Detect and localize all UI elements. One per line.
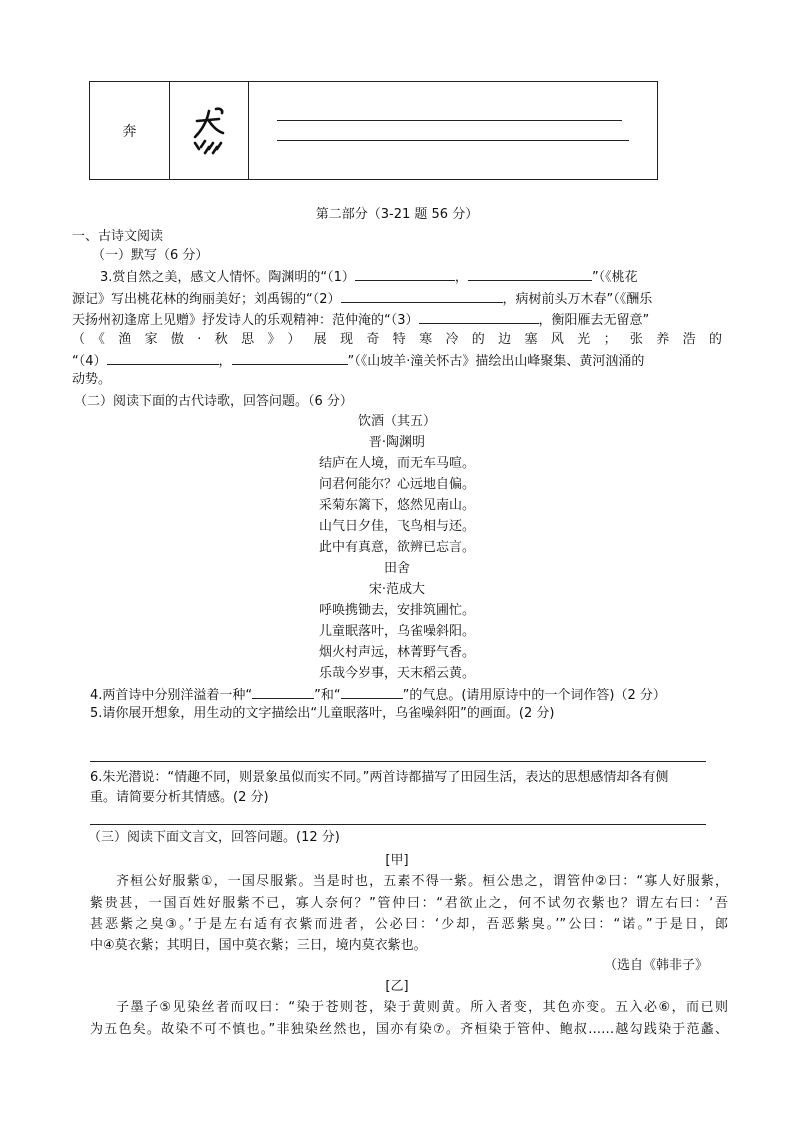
table-cell-character [90, 82, 170, 179]
modern-character: 奔 [122, 123, 137, 140]
answer-line [277, 140, 629, 141]
answer-line [90, 761, 706, 762]
fill-blank[interactable] [341, 289, 503, 303]
fill-blank[interactable] [107, 351, 219, 365]
fill-blank[interactable] [252, 685, 314, 699]
character-table [89, 81, 658, 180]
passage-source: （选自《韩非子》 [604, 958, 709, 973]
question-3-line: “（4） ， ”（《山坡羊·潼关怀古》描绘出山峰聚集、黄河汹涌的 [72, 351, 644, 371]
poem-line: 此中有真意，欲辨已忘言。 [318, 540, 475, 555]
passage-line: 齐桓公好服紫①，一国尽服紫。当是时也，五素不得一紫。桓公患之，谓管仲②曰：“寡人好服紫， [116, 874, 728, 889]
poem-line: 采菊东篱下，悠然见南山。 [318, 498, 475, 513]
passage-line: 甚恶紫之臭③。’于是左右适有衣紫而进者，公必曰：‘少却，吾恶紫臭。’”公曰：“诺。”于是日，郎 [90, 917, 728, 932]
passage-line: 子墨子⑤见染丝者而叹曰：“染于苍则苍，染于黄则黄。所入者变，其色亦变。五入必⑥，而已则 [116, 1000, 728, 1015]
poem-line: 儿童眠落叶，乌雀噪斜阳。 [318, 624, 475, 639]
poem-title: 田舍 [383, 561, 410, 576]
poem-line: 山气日夕佳，飞鸟相与还。 [318, 519, 475, 534]
section-title: 一、古诗文阅读 [72, 229, 164, 244]
answer-line [277, 120, 622, 121]
passage-line: 紫贵甚，一国百姓好服紫不已，寡人奈何？”管仲曰：“君欲止之，何不试勿衣紫也？谓左右曰：‘吾 [90, 896, 728, 911]
fill-blank[interactable] [341, 685, 403, 699]
poem-line: 烟火村声远，林菁野气香。 [318, 645, 475, 660]
subsection-title: （二）阅读下面的古代诗歌，回答问题。（6 分） [74, 394, 353, 409]
passage-line: 中④莫衣紫；其明日，国中莫衣紫；三日，境内莫衣紫也。 [90, 938, 427, 953]
passage-mark: [甲] [385, 853, 409, 868]
question-3-line: 源记》写出桃花林的绚丽美好；刘禹锡的“（2） ，病树前头万木春”（《酬乐 [72, 289, 652, 309]
answer-line [90, 824, 706, 825]
fill-blank[interactable] [419, 310, 539, 324]
fill-blank[interactable] [232, 351, 348, 365]
subsection-title: （一）默写（6 分） [92, 248, 209, 263]
passage-line: 为五色矣。故染不可不慎也。”非独染丝然也，国亦有染⑦。齐桓染于管仲、鲍叔……越勾践染于范蠡、 [90, 1022, 728, 1037]
question-3-line: 动势。 [72, 372, 112, 387]
poem-line: 问君何能尔？心远地自偏。 [318, 477, 475, 492]
ancient-running-figure-glyph-icon [189, 105, 229, 157]
subsection-title: （三）阅读下面文言文，回答问题。(12 分) [88, 830, 340, 845]
poem-line: 呼唤携锄去，安排筑圃忙。 [318, 603, 475, 618]
poem-line: 乐哉今岁事，天末稻云黄。 [318, 666, 475, 681]
fill-blank[interactable] [468, 267, 592, 281]
question-5: 5.请你展开想象，用生动的文字描绘出“儿童眠落叶，乌雀噪斜阳”的画面。(2 分) [90, 706, 555, 721]
question-4: 4.两首诗中分别洋溢着一种“ ”和“ ”的气息。(请用原诗中的一个词作答)（2 分） [90, 685, 666, 705]
question-3-line: 3.赏自然之美，感文人情怀。陶渊明的“（1） ， ”（《桃花 [100, 267, 638, 287]
question-6-line: 6.朱光潜说：“情趣不同，则景象虽似而实不同。”两首诗都描写了田园生活，表达的思想感情却各有侧 [90, 770, 669, 785]
question-6-line: 重。请简要分析其情感。(2 分) [90, 790, 269, 805]
question-3-line: 天扬州初逢席上见赠》抒发诗人的乐观精神：范仲淹的“（3） ，衡阳雁去无留意” [72, 310, 649, 330]
passage-mark: [乙] [385, 979, 409, 994]
fill-blank[interactable] [355, 267, 455, 281]
poem-author: 晋·陶渊明 [368, 435, 426, 450]
poem-line: 结庐在人境，而无车马喧。 [318, 456, 475, 471]
poem-author: 宋·范成大 [368, 582, 426, 597]
table-cell-ancient-glyph [170, 82, 249, 179]
part-title: 第二部分（3-21 题 56 分） [315, 207, 479, 222]
table-cell-answer[interactable] [249, 82, 657, 179]
question-3-line: （《渔家傲·秋思》）展现奇特寒冷的边塞风光；张养浩的 [72, 332, 722, 347]
poem-title: 饮酒（其五） [357, 414, 436, 429]
